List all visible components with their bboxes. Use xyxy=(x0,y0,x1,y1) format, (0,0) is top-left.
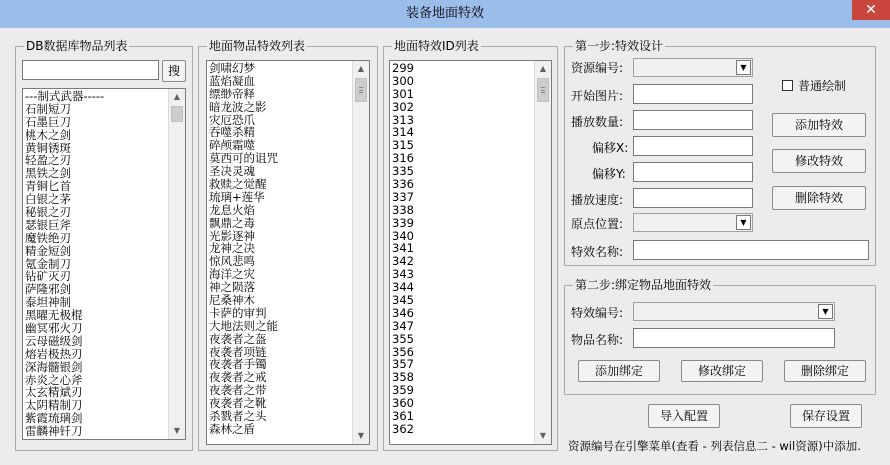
list-item[interactable]: 泰坦神制 xyxy=(25,296,71,310)
list-item[interactable]: 熔岩极热刃 xyxy=(25,347,83,361)
list-item[interactable]: 301 xyxy=(392,87,414,101)
list-item[interactable]: 萨隆邪剑 xyxy=(25,283,71,297)
list-item[interactable]: 瑟银巨斧 xyxy=(25,218,71,232)
list-item[interactable]: 344 xyxy=(392,281,414,295)
list-item[interactable]: 夜袭者之靴 xyxy=(209,397,267,411)
step1-title: 第一步:特效设计 xyxy=(575,39,664,53)
list-item[interactable]: 森林之盾 xyxy=(209,422,255,436)
effect-id-listbox[interactable] xyxy=(389,60,552,445)
list-item[interactable]: 315 xyxy=(392,139,414,153)
list-item[interactable]: 秘银之刃 xyxy=(25,206,71,219)
list-item[interactable]: 黑曜无极棍 xyxy=(25,309,83,323)
list-item[interactable]: 吞噬杀精 xyxy=(209,126,255,140)
search-input[interactable] xyxy=(22,60,159,80)
scroll-grip-icon xyxy=(359,87,363,93)
list-item[interactable]: 337 xyxy=(392,190,414,204)
effect-id-label: 特效编号: xyxy=(571,306,624,320)
list-item[interactable]: 345 xyxy=(392,294,414,307)
resource-id-select[interactable] xyxy=(633,58,753,77)
scroll-down-arrow-icon[interactable]: ▼ xyxy=(357,431,365,440)
list-item[interactable]: 夜袭者之戒 xyxy=(209,371,267,385)
list-item[interactable]: 362 xyxy=(392,422,414,436)
list-item[interactable]: 石墨巨刀 xyxy=(25,115,71,129)
close-button[interactable] xyxy=(852,0,890,20)
add-effect-button[interactable]: 添加特效 xyxy=(772,113,866,137)
list-item[interactable]: 夜袭者之带 xyxy=(209,384,267,398)
list-item[interactable]: 海洋之灾 xyxy=(209,268,255,282)
step2-title: 第二步:绑定物品地面特效 xyxy=(575,278,712,292)
list-item[interactable]: 神之陨落 xyxy=(209,281,255,295)
effect-id-scrollbar[interactable] xyxy=(534,61,551,444)
play-speed-input[interactable] xyxy=(633,188,753,208)
item-name-label: 物品名称: xyxy=(571,333,624,347)
list-item[interactable]: 氪金制刀 xyxy=(25,257,71,271)
save-settings-button[interactable]: 保存设置 xyxy=(790,404,862,428)
db-item-listbox[interactable] xyxy=(22,88,186,440)
title-bar xyxy=(0,0,890,28)
list-item[interactable]: 357 xyxy=(392,358,414,372)
scroll-thumb[interactable] xyxy=(171,106,183,122)
list-item[interactable]: 大地法则之能 xyxy=(209,319,278,333)
scroll-up-arrow-icon[interactable]: ▲ xyxy=(357,64,365,73)
list-item[interactable]: 335 xyxy=(392,165,414,179)
list-item[interactable]: 黄铜锈斑 xyxy=(25,141,71,155)
origin-position-label: 原点位置: xyxy=(571,217,624,231)
list-item[interactable]: 飘鼎之毒 xyxy=(209,216,255,230)
list-item[interactable]: 316 xyxy=(392,152,414,166)
list-item[interactable]: 夜袭者之盔 xyxy=(209,332,267,346)
list-item[interactable]: 360 xyxy=(392,397,414,411)
scroll-up-arrow-icon[interactable]: ▲ xyxy=(173,92,181,101)
list-item[interactable]: 356 xyxy=(392,345,414,359)
list-item[interactable]: 光影逐神 xyxy=(209,229,255,243)
list-item[interactable]: 341 xyxy=(392,242,414,256)
scroll-grip-icon xyxy=(541,87,545,93)
item-name-input[interactable] xyxy=(633,328,835,348)
list-item[interactable]: 358 xyxy=(392,371,414,385)
chevron-down-icon[interactable]: ▼ xyxy=(736,215,751,230)
scroll-thumb[interactable] xyxy=(537,78,549,102)
search-button[interactable]: 搜 xyxy=(162,60,186,82)
list-item[interactable]: 莫西可的诅咒 xyxy=(209,152,278,166)
list-item[interactable]: 轻盈之刃 xyxy=(25,154,71,168)
normal-draw-checkbox[interactable] xyxy=(782,80,793,91)
delete-effect-button[interactable]: 删除特效 xyxy=(772,186,866,210)
effect-name-label: 特效名称: xyxy=(571,245,624,259)
list-item[interactable]: 尼桑神木 xyxy=(209,294,255,307)
chevron-down-icon[interactable]: ▼ xyxy=(736,60,751,75)
list-item[interactable]: 钻矿灭刃 xyxy=(25,270,71,284)
normal-draw-label: 普通绘制 xyxy=(798,79,847,93)
effect-name-input[interactable] xyxy=(633,240,869,260)
start-image-label: 开始图片: xyxy=(571,89,624,103)
list-item[interactable]: 299 xyxy=(392,62,414,75)
effect-list-title: 地面物品特效列表 xyxy=(209,39,306,53)
list-item[interactable]: 346 xyxy=(392,306,414,320)
scroll-down-arrow-icon[interactable]: ▼ xyxy=(173,426,181,435)
list-item[interactable]: 救赎之觉醒 xyxy=(209,178,267,191)
window-title: 装备地面特效 xyxy=(405,6,484,21)
list-item[interactable]: 龙息火焰 xyxy=(209,203,255,217)
list-item[interactable]: 云母磁级剑 xyxy=(25,334,83,348)
list-item[interactable]: 深海髓银剑 xyxy=(25,360,83,374)
list-item[interactable]: 剑啸幻梦 xyxy=(209,62,255,75)
list-item[interactable]: 336 xyxy=(392,178,414,191)
effect-id-list-items xyxy=(392,62,533,436)
list-item[interactable]: 361 xyxy=(392,410,414,423)
effect-listbox[interactable] xyxy=(206,60,370,445)
list-item[interactable]: 314 xyxy=(392,126,414,140)
chevron-down-icon[interactable]: ▼ xyxy=(818,304,833,319)
offset-y-input[interactable] xyxy=(633,162,753,182)
origin-position-select[interactable] xyxy=(633,213,753,232)
list-item[interactable]: 339 xyxy=(392,216,414,230)
resource-hint-text: 资源编号在引擎菜单(查看 - 列表信息二 - wil资源)中添加. xyxy=(568,439,861,453)
list-item[interactable]: 342 xyxy=(392,255,414,269)
list-item[interactable]: 暗龙波之影 xyxy=(209,100,267,114)
resource-id-label: 资源编号: xyxy=(571,61,624,75)
list-item[interactable]: 302 xyxy=(392,100,414,114)
db-item-list-items xyxy=(25,90,167,438)
scroll-up-arrow-icon[interactable]: ▲ xyxy=(539,64,547,73)
import-config-button[interactable]: 导入配置 xyxy=(648,404,720,428)
list-item[interactable]: 340 xyxy=(392,229,414,243)
effect-list-items xyxy=(209,62,351,436)
list-item[interactable]: 卡萨的审判 xyxy=(209,306,267,320)
list-item[interactable]: 魔铁绝刃 xyxy=(25,231,71,245)
list-item[interactable]: 347 xyxy=(392,319,414,333)
db-item-list-title: DB数据库物品列表 xyxy=(26,39,128,53)
list-item[interactable]: 赤炎之心斧 xyxy=(25,373,83,387)
modify-effect-button[interactable]: 修改特效 xyxy=(772,149,866,173)
scroll-thumb[interactable] xyxy=(355,78,367,102)
list-item[interactable]: 青铜匕首 xyxy=(25,180,71,194)
effect-id-list-title: 地面特效ID列表 xyxy=(394,39,479,53)
play-speed-label: 播放速度: xyxy=(571,193,624,207)
list-item[interactable]: 343 xyxy=(392,268,414,282)
list-item[interactable]: 太阴精制刀 xyxy=(25,399,83,413)
modify-binding-button[interactable]: 修改绑定 xyxy=(681,360,763,382)
list-item[interactable]: 精金短剑 xyxy=(25,244,71,258)
list-item[interactable]: 幽冥邪火刀 xyxy=(25,322,83,335)
list-item[interactable]: 龙神之决 xyxy=(209,242,255,256)
list-item[interactable]: 蓝焰凝血 xyxy=(209,74,255,88)
db-item-scrollbar[interactable] xyxy=(168,89,185,439)
play-count-label: 播放数量: xyxy=(571,115,624,129)
effect-id-select[interactable] xyxy=(633,302,835,321)
list-item[interactable]: 夜袭者手镯 xyxy=(209,358,267,372)
offset-x-input[interactable] xyxy=(633,136,753,156)
play-count-input[interactable] xyxy=(633,110,753,130)
list-item[interactable]: 碎颅霜噬 xyxy=(209,139,255,153)
list-item[interactable]: 惊风悲鸣 xyxy=(209,255,255,269)
list-item[interactable]: ---制式武器----- xyxy=(25,90,105,103)
delete-binding-button[interactable]: 删除绑定 xyxy=(784,360,866,382)
scroll-down-arrow-icon[interactable]: ▼ xyxy=(539,431,547,440)
list-item[interactable]: 琉璃+莲华 xyxy=(209,190,265,204)
add-binding-button[interactable]: 添加绑定 xyxy=(578,360,660,382)
list-item[interactable]: 355 xyxy=(392,332,414,346)
effect-scrollbar[interactable] xyxy=(352,61,369,444)
list-item[interactable]: 313 xyxy=(392,113,414,127)
offset-x-label: 偏移X: xyxy=(592,141,629,155)
list-item[interactable]: 太玄精斌刃 xyxy=(25,386,83,400)
list-item[interactable]: 桃木之剑 xyxy=(25,128,71,142)
list-item[interactable]: 紫霞琉璃剑 xyxy=(25,412,83,426)
list-item[interactable]: 夜袭者项链 xyxy=(209,345,267,359)
offset-y-label: 偏移Y: xyxy=(592,167,626,181)
list-item[interactable]: 300 xyxy=(392,74,414,88)
list-item[interactable]: 石制短刀 xyxy=(25,102,71,116)
list-item[interactable]: 灾厄恐爪 xyxy=(209,113,255,127)
list-item[interactable]: 雷麟神钎刀 xyxy=(25,425,83,439)
list-item[interactable]: 白银之茅 xyxy=(25,193,71,207)
list-item[interactable]: 黑铁之剑 xyxy=(25,167,71,181)
list-item[interactable]: 338 xyxy=(392,203,414,217)
start-image-input[interactable] xyxy=(633,84,753,104)
list-item[interactable]: 359 xyxy=(392,384,414,398)
close-icon: ✕ xyxy=(865,2,877,18)
list-item[interactable]: 缥缈帝释 xyxy=(209,87,255,101)
list-item[interactable]: 圣决灵魂 xyxy=(209,165,255,179)
list-item[interactable]: 杀戮者之头 xyxy=(209,410,267,423)
